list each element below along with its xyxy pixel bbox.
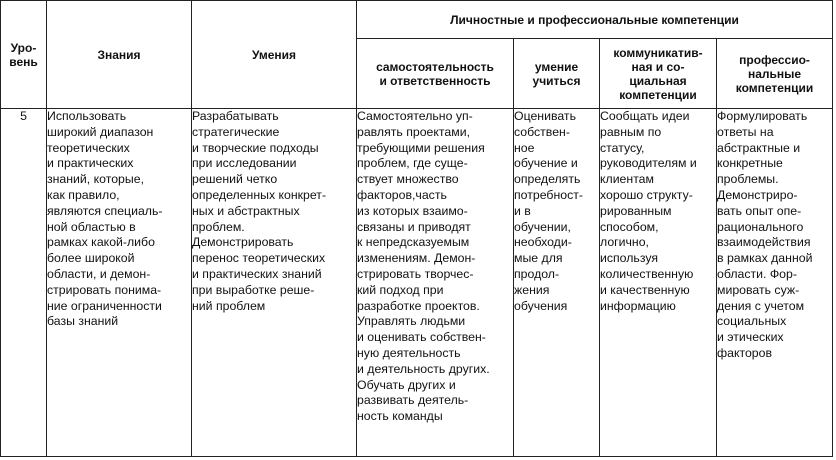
- header-learning: умение учиться: [514, 39, 600, 109]
- header-skills: Умения: [192, 1, 357, 109]
- cell-skills: Разрабатывать стратегические и творческие подходы при исследовании решений четко определенных конкрет- ных и абстрактных проблем. Демонстрировать перенос теоретических и практических знаний при выработке реше- ний проблем: [192, 109, 357, 457]
- header-competences-group: Личностные и профессиональные компетенции: [357, 1, 833, 39]
- cell-level: 5: [1, 109, 47, 457]
- header-professional: профессио- нальные компетенции: [717, 39, 833, 109]
- header-knowledge: Знания: [47, 1, 192, 109]
- cell-knowledge: Использовать широкий диапазон теоретических и практических знаний, которые, как правило, являются специаль- ной областью в рамках какой-либо более широкой области, и демон- стрировать понима- ние ограниченности базы знаний: [47, 109, 192, 457]
- cell-communicative: Сообщать идеи равным по статусу, руководителям и клиентам хорошо структу- рированным способом, логично, используя количественную и качественную информацию: [600, 109, 717, 457]
- header-level: Уро- вень: [1, 1, 47, 109]
- header-independence: самостоятельность и ответственность: [357, 39, 514, 109]
- cell-professional: Формулировать ответы на абстрактные и конкретные проблемы. Демонстриро- вать опыт опе- рационального взаимодействия в рамках данной области. Фор- мировать суж- дения с учетом социальных и этических факторов: [717, 109, 833, 457]
- cell-independence: Самостоятельно уп- равлять проектами, требующими решения проблем, где суще- ствует множество факторов,часть из которых взаимо- связаны и приводят к непредсказуемым изменениям. Демон- стрировать творчес- кий подход при разработке проектов. Управлять людьми и оценивать собствен- ную деятельность и деятельность других. Обучать других и развивать деятель- ность команды: [357, 109, 514, 457]
- header-communicative: коммуникатив- ная и со- циальная компетенции: [600, 39, 717, 109]
- cell-learning: Оценивать собствен- ное обучение и определять потребност- и в обучении, необходи- мые для продол- жения обучения: [514, 109, 600, 457]
